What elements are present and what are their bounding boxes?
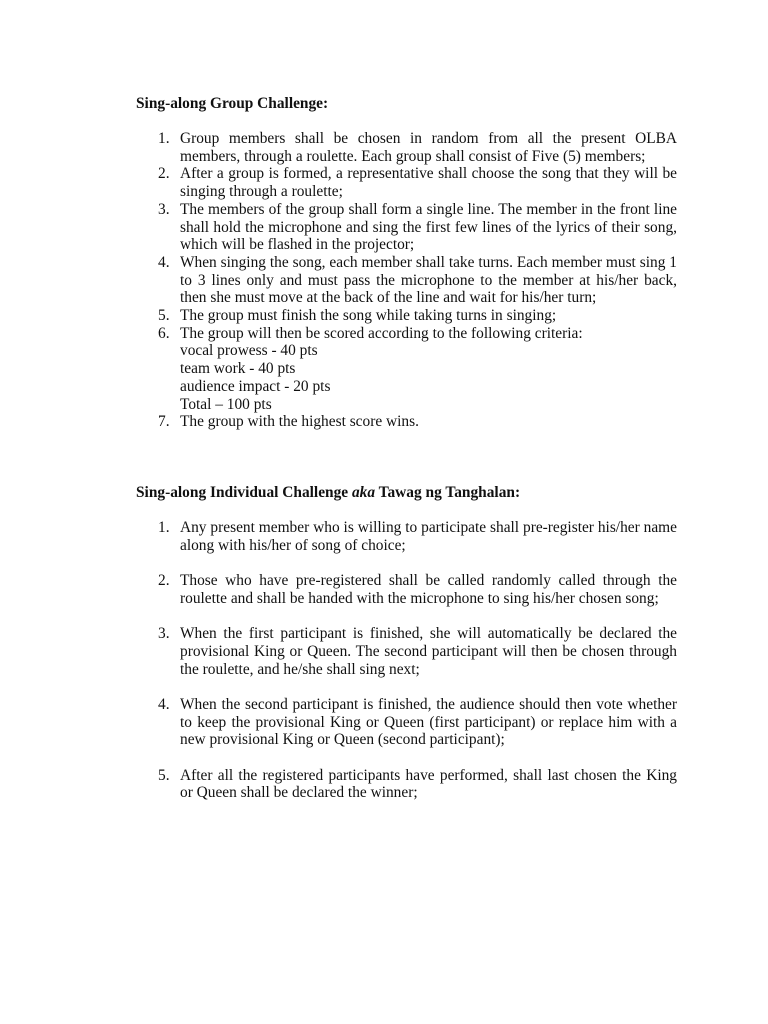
heading-aka: aka (351, 484, 376, 501)
item-text: The group with the highest score wins. (180, 413, 419, 431)
item-text: The members of the group shall form a single line. The member in the front line shall hold the microphone and sing the first few lines of the lyrics of their song, which will be flashed in the projector; (180, 200, 677, 254)
item-number: 2. (158, 165, 170, 183)
criterion-team-work: team work - 40 pts (180, 360, 296, 378)
item-text: After all the registered participants have performed, shall last chosen the King or Queen shall be declared the winner; (180, 766, 677, 802)
list-item (136, 165, 677, 200)
list-item (136, 767, 677, 802)
group-challenge-heading: Sing-along Group Challenge: (136, 95, 329, 112)
item-number: 3. (158, 625, 170, 643)
item-number: 3. (158, 200, 170, 218)
criterion-total: Total – 100 pts (180, 395, 272, 413)
list-item (136, 625, 677, 678)
item-number: 5. (158, 307, 170, 325)
list-item (136, 413, 677, 431)
item-text: The group must finish the song while taking turns in singing; (180, 307, 557, 325)
list-item (136, 254, 677, 307)
item-text: When the second participant is finished, the audience should then vote whether to keep the provisional King or Queen (first participant) or replace him with a new provisional King or Queen (second participant); (180, 695, 677, 749)
list-item (136, 519, 677, 554)
item-number: 1. (158, 519, 170, 536)
item-text: Those who have pre-registered shall be called randomly called through the roulette and shall be handed with the microphone to sing his/her chosen song; (180, 572, 677, 607)
item-number: 7. (158, 413, 170, 431)
list-item (136, 325, 677, 414)
list-item (136, 307, 677, 325)
item-text: The group will then be scored according to the following criteria: (180, 324, 583, 342)
item-text: When singing the song, each member shall take turns. Each member must sing 1 to 3 lines only and must pass the microphone to the member at his/her back, then she must move at the back of the line and wait for his/her turn; (180, 253, 677, 307)
item-text: When the first participant is finished, she will automatically be declared the provisional King or Queen. The second participant will then be chosen through the roulette, and he/she shall sing next; (180, 625, 677, 678)
item-text: Group members shall be chosen in random from all the present OLBA members, through a roulette. Each group shall consist of Five (5) members; (180, 130, 677, 165)
criterion-audience-impact: audience impact - 20 pts (180, 377, 331, 395)
item-text: After a group is formed, a representative shall choose the song that they will be singing through a roulette; (180, 165, 677, 201)
item-number: 1. (158, 130, 170, 147)
item-number: 4. (158, 695, 170, 713)
item-number: 2. (158, 572, 170, 590)
item-text: Any present member who is willing to participate shall pre-register his/her name along with his/her of song of choice; (180, 519, 677, 554)
individual-challenge-rules (136, 519, 677, 820)
group-challenge-rules (136, 130, 677, 431)
item-number: 4. (158, 253, 170, 271)
list-item (136, 130, 677, 165)
list-item (136, 696, 677, 749)
list-item (136, 201, 677, 254)
item-number: 5. (158, 766, 170, 784)
item-number: 6. (158, 324, 170, 342)
heading-prefix: Sing-along Individual Challenge (136, 484, 352, 501)
criterion-vocal-prowess: vocal prowess - 40 pts (180, 342, 318, 360)
individual-challenge-heading (136, 484, 520, 502)
heading-suffix: Tawag ng Tanghalan: (375, 484, 521, 501)
list-item (136, 572, 677, 607)
